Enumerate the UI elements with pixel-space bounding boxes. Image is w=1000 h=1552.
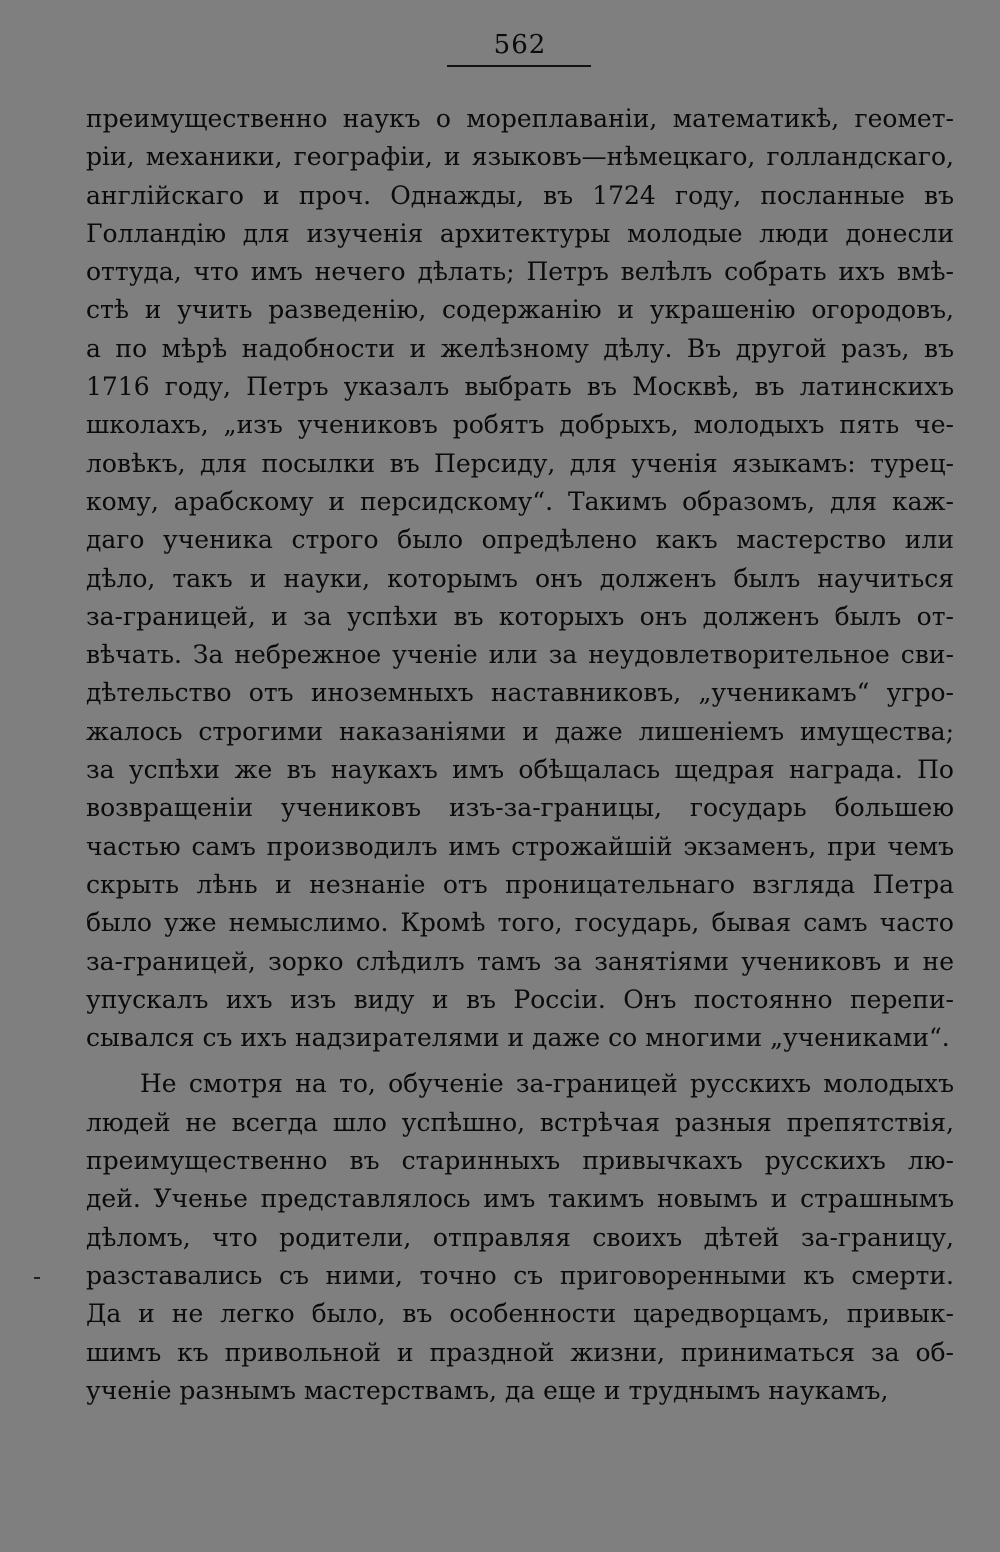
text-line: возвращенiи учениковъ изъ-за-границы, государь большею <box>86 793 954 823</box>
text-line: ученiе разнымъ мастерствамъ, да еще и труднымъ наукамъ, <box>86 1375 889 1405</box>
body-text <box>86 100 954 1410</box>
text-line: Да и не легко было, въ особенности царедворцамъ, привык- <box>86 1299 954 1329</box>
text-line: дѣло, такъ и науки, которымъ онъ долженъ былъ научиться <box>86 563 954 593</box>
text-line: ловѣкъ, для посылки въ Персиду, для ученiя языкамъ: турец- <box>86 448 954 478</box>
text-line: разставались съ ними, точно съ приговоренными къ смерти. <box>86 1260 954 1290</box>
page-number: 562 <box>493 30 547 60</box>
text-line: школахъ, „изъ учениковъ робятъ добрыхъ, молодыхъ пять че- <box>86 410 954 440</box>
text-line: а по мѣрѣ надобности и желѣзному дѣлу. Въ другой разъ, въ <box>86 333 954 363</box>
paragraph <box>86 1065 954 1410</box>
text-line: преимущественно въ старинныхъ привычкахъ русскихъ лю- <box>86 1146 954 1176</box>
text-line: вѣчать. За небрежное ученiе или за неудовлетворительное сви- <box>86 640 954 670</box>
text-line: частью самъ производилъ имъ строжайшiй экзаменъ, при чемъ <box>86 831 954 861</box>
paragraph <box>86 100 954 1057</box>
text-line: Голландiю для изученiя архитектуры молодые люди донесли <box>86 218 954 248</box>
text-line: преимущественно наукъ о мореплаванiи, математикѣ, геомет- <box>86 104 954 133</box>
text-line: было уже немыслимо. Кромѣ того, государь, бывая самъ часто <box>86 908 954 938</box>
margin-mark <box>34 1277 40 1279</box>
header-rule <box>447 65 591 67</box>
text-line: упускалъ ихъ изъ виду и въ Россiи. Онъ постоянно перепи- <box>86 984 954 1014</box>
text-line: рiи, механики, географiи, и языковъ—нѣмецкаго, голландскаго, <box>86 142 954 172</box>
text-line: жалось строгими наказанiями и даже лишенiемъ имущества; <box>86 716 954 746</box>
text-line: 1716 году, Петръ указалъ выбрать въ Москвѣ, въ латинскихъ <box>86 372 954 402</box>
text-line: англiйскаго и проч. Однажды, въ 1724 году, посланные въ <box>86 180 954 210</box>
text-line: сывался съ ихъ надзирателями и даже со многими „учениками“. <box>86 1023 950 1053</box>
text-line: оттуда, что имъ нечего дѣлать; Петръ велѣлъ собрать ихъ вмѣ- <box>86 257 954 287</box>
paragraph-gap <box>86 1057 954 1065</box>
text-line: за успѣхи же въ наукахъ имъ обѣщалась щедрая награда. По <box>86 755 954 785</box>
text-line: кому, арабскому и персидскому“. Такимъ образомъ, для каж- <box>86 486 954 516</box>
text-line: дей. Ученье представлялось имъ такимъ новымъ и страшнымъ <box>86 1184 954 1214</box>
text-line: за-границей, и за успѣхи въ которыхъ онъ долженъ былъ от- <box>86 601 954 631</box>
text-line: людей не всегда шло успѣшно, встрѣчая разныя препятствiя, <box>86 1107 954 1137</box>
text-line: Не смотря на то, обученiе за-границей русскихъ молодыхъ <box>140 1069 954 1099</box>
text-line: шимъ къ привольной и праздной жизни, приниматься за об- <box>86 1337 954 1367</box>
text-line: дѣломъ, что родители, отправляя своихъ дѣтей за-границу, <box>86 1222 954 1252</box>
text-line: дѣтельство отъ иноземныхъ наставниковъ, „ученикамъ“ угро- <box>86 678 954 708</box>
text-line: даго ученика строго было опредѣлено какъ мастерство или <box>86 525 954 555</box>
text-line: скрыть лѣнь и незнанiе отъ проницательнаго взгляда Петра <box>86 869 954 899</box>
text-line: за-границей, зорко слѣдилъ тамъ за занятiями учениковъ и не <box>86 946 954 976</box>
text-line: стѣ и учить разведенiю, содержанiю и украшенiю огородовъ, <box>86 295 954 325</box>
